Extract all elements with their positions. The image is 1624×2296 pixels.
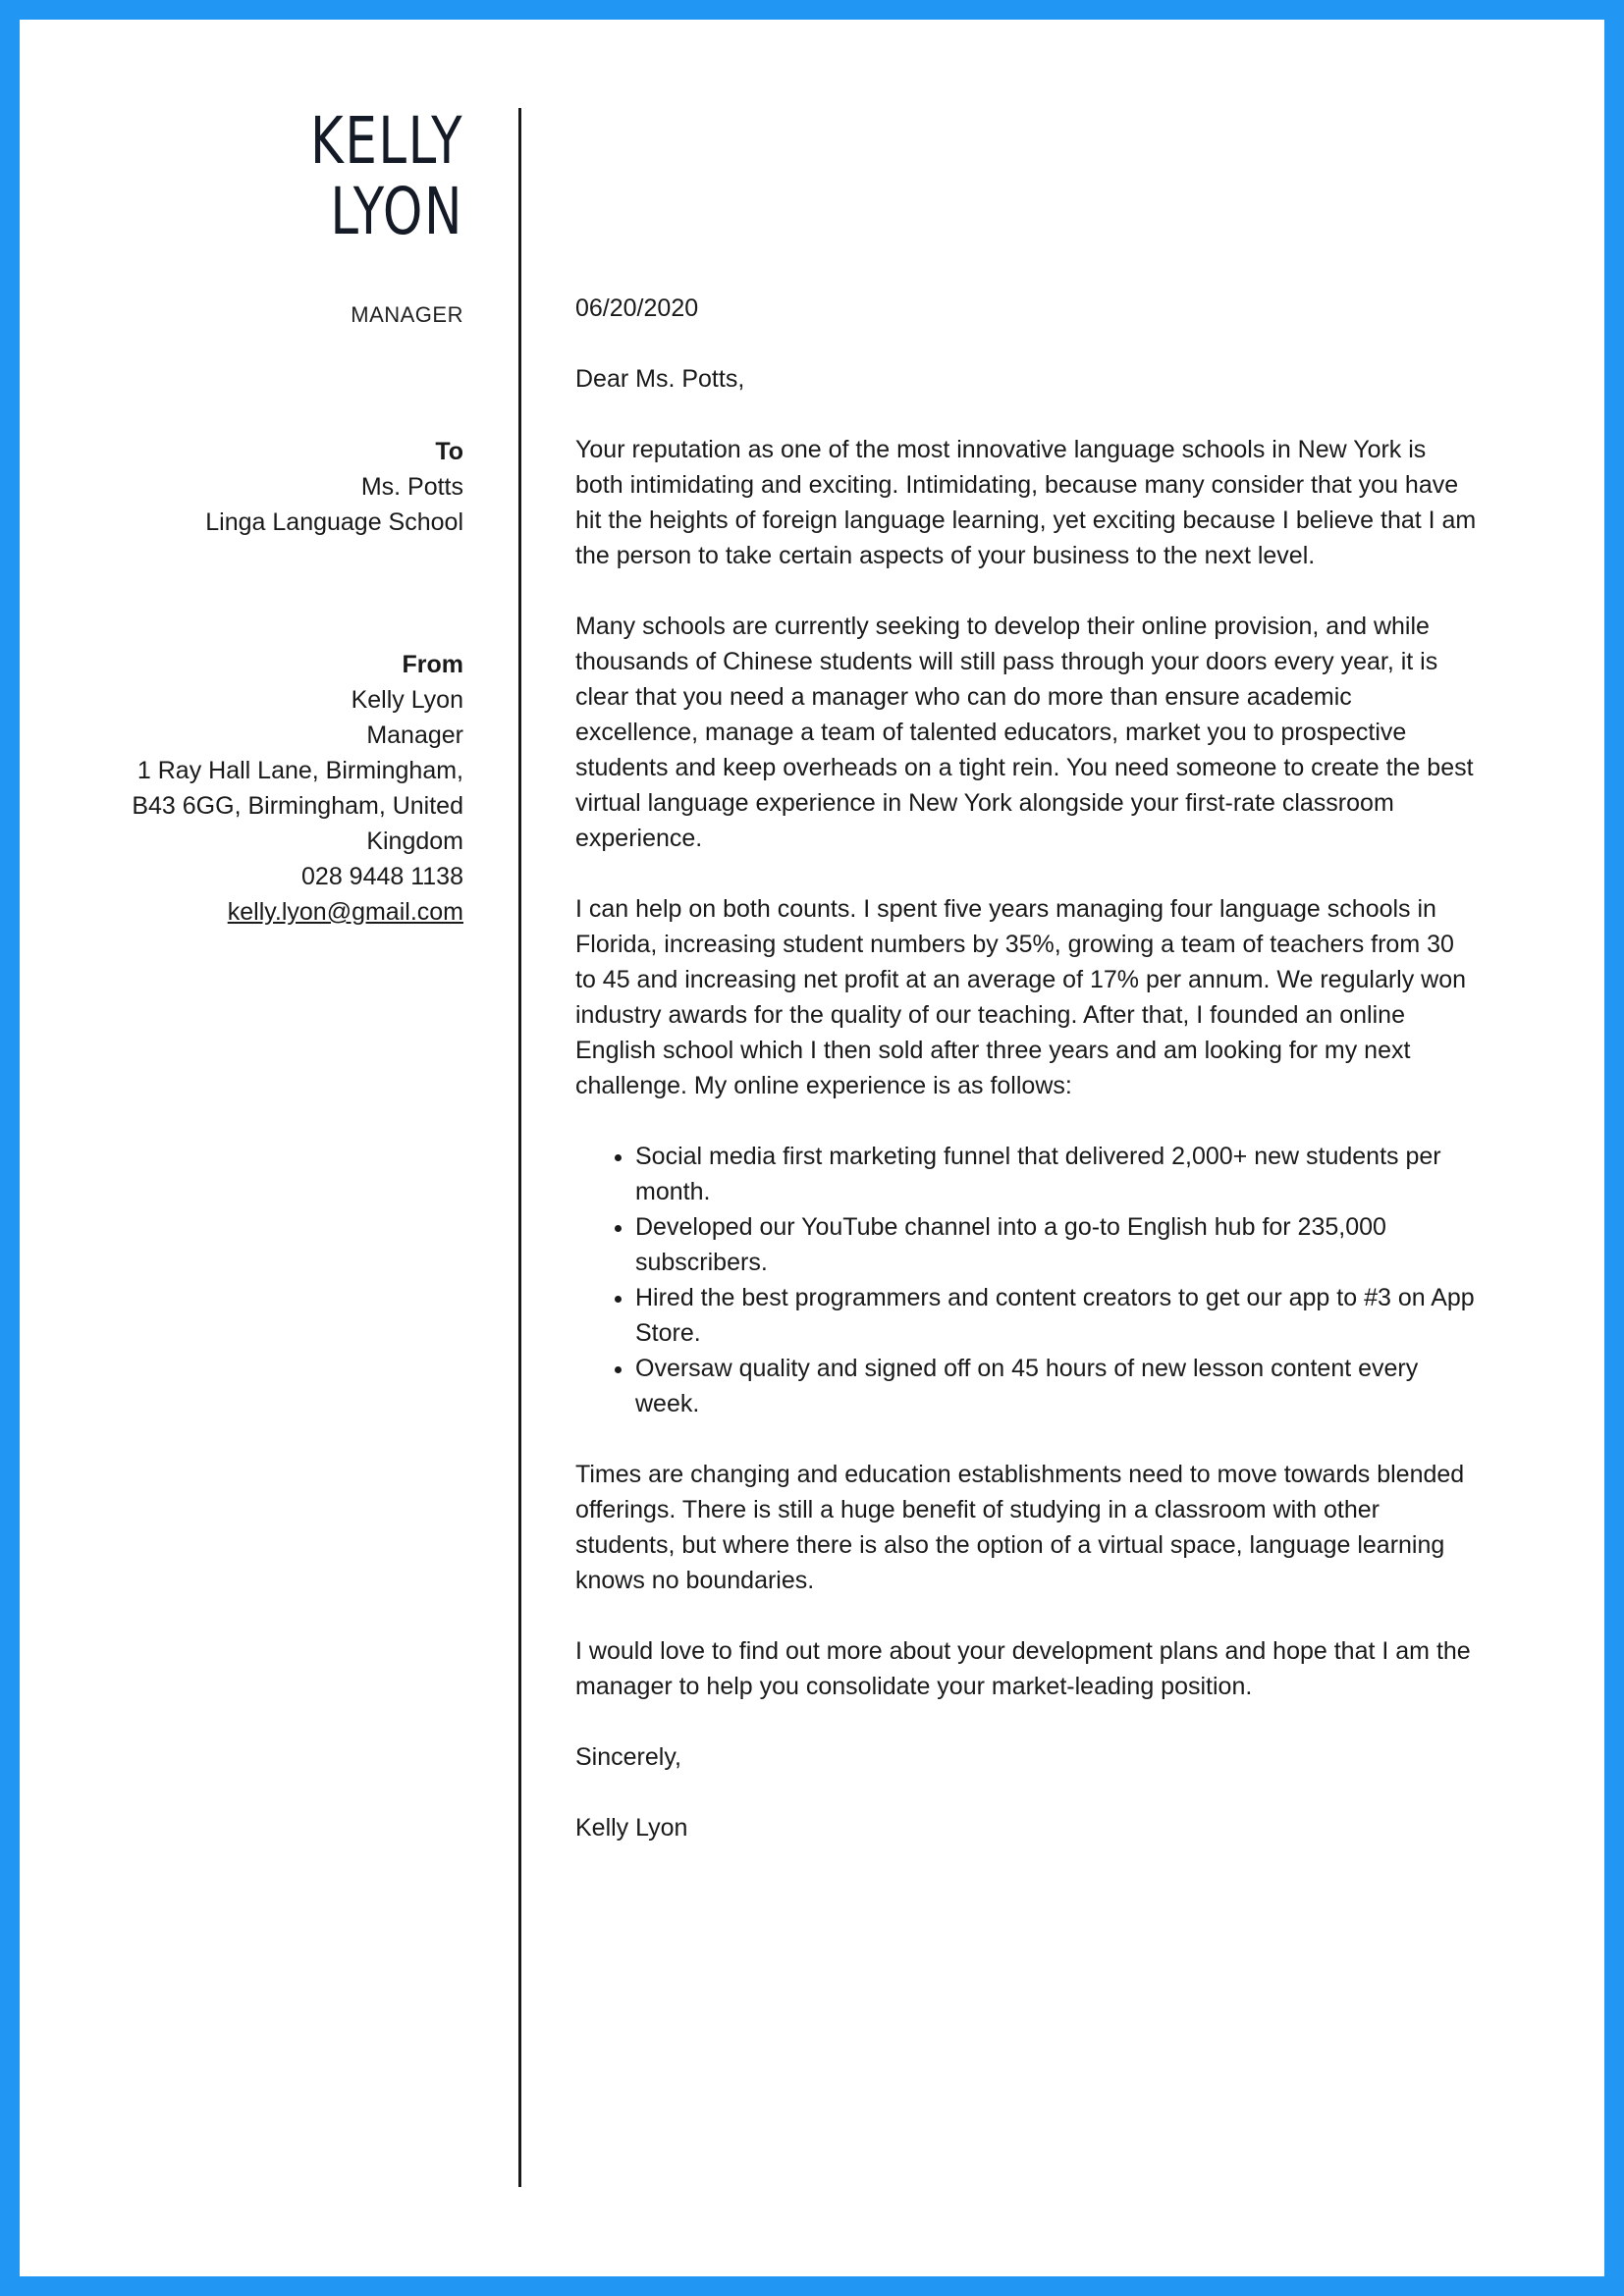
letter-page bbox=[20, 20, 1604, 2276]
sender-address: 1 Ray Hall Lane, Birmingham, B43 6GG, Birmingham, United Kingdom bbox=[132, 757, 463, 855]
letter-signature-name: Kelly Lyon bbox=[575, 1814, 688, 1842]
letter-body bbox=[575, 291, 1479, 1881]
list-item: • Oversaw quality and signed off on 45 hours of new lesson content every week. bbox=[635, 1351, 1479, 1421]
recipient-heading: To bbox=[435, 438, 463, 465]
letter-paragraph: I can help on both counts. I spent five years managing four language schools in Florida, increasing student numbers by 35%, growing a team of teachers from 30 to 45 and increasing net profit at an average of 17% per annum. We regularly won industry awards for the quality of our teaching. After that, I founded an online English school which I then sold after three years and am looking for my next challenge. My online experience is as follows: bbox=[575, 895, 1467, 1099]
sender-name bbox=[309, 103, 463, 249]
list-item: • Social media first marketing funnel that delivered 2,000+ new students per month. bbox=[635, 1139, 1479, 1209]
list-item: • Hired the best programmers and content creators to get our app to #3 on App Store. bbox=[635, 1280, 1479, 1351]
sender-last-name: LYON bbox=[330, 174, 463, 249]
letter-paragraph: Your reputation as one of the most innovative language schools in New York is both intimidating and exciting. Intimidating, because many consider that you have hit the heights of foreign language learning, yet exciting because I believe that I am the person to take certain aspects of your business to the next level. bbox=[575, 436, 1477, 569]
letter-paragraph: Many schools are currently seeking to develop their online provision, and while thousands of Chinese students will still pass through your doors every year, it is clear that you need a manager who can do more than ensure academic excellence, manage a team of talented educators, market you to prospective students and keep overheads on a tight rein. You need someone to create the best virtual language experience in New York alongside your first-rate classroom experience. bbox=[575, 613, 1474, 852]
sender-title: MANAGER bbox=[351, 302, 463, 327]
letter-date: 06/20/2020 bbox=[575, 294, 699, 322]
sender-position: Manager bbox=[366, 721, 463, 749]
recipient-name: Ms. Potts bbox=[360, 473, 463, 501]
sender-phone: 028 9448 1138 bbox=[301, 863, 463, 890]
recipient-organization: Linga Language School bbox=[205, 508, 463, 536]
sender-email-link[interactable]: kelly.lyon@gmail.com bbox=[227, 898, 463, 926]
recipient-block bbox=[31, 434, 463, 540]
letter-salutation: Dear Ms. Potts, bbox=[575, 365, 745, 393]
vertical-divider bbox=[518, 108, 521, 2187]
letter-sign-off: Sincerely, bbox=[575, 1743, 681, 1771]
sender-full-name: Kelly Lyon bbox=[351, 686, 463, 714]
letter-paragraph: I would love to find out more about your development plans and hope that I am the manager to help you consolidate your market-leading position. bbox=[575, 1637, 1471, 1700]
experience-list bbox=[575, 1139, 1479, 1421]
sender-block bbox=[110, 647, 463, 930]
list-item: • Developed our YouTube channel into a go-to English hub for 235,000 subscribers. bbox=[635, 1209, 1479, 1280]
letter-paragraph: Times are changing and education establishments need to move towards blended offerings. There is still a huge benefit of studying in a classroom with other students, but where there is also the option of a virtual space, language learning knows no boundaries. bbox=[575, 1461, 1465, 1594]
sender-first-name: KELLY bbox=[309, 103, 463, 179]
sender-heading: From bbox=[402, 651, 463, 678]
